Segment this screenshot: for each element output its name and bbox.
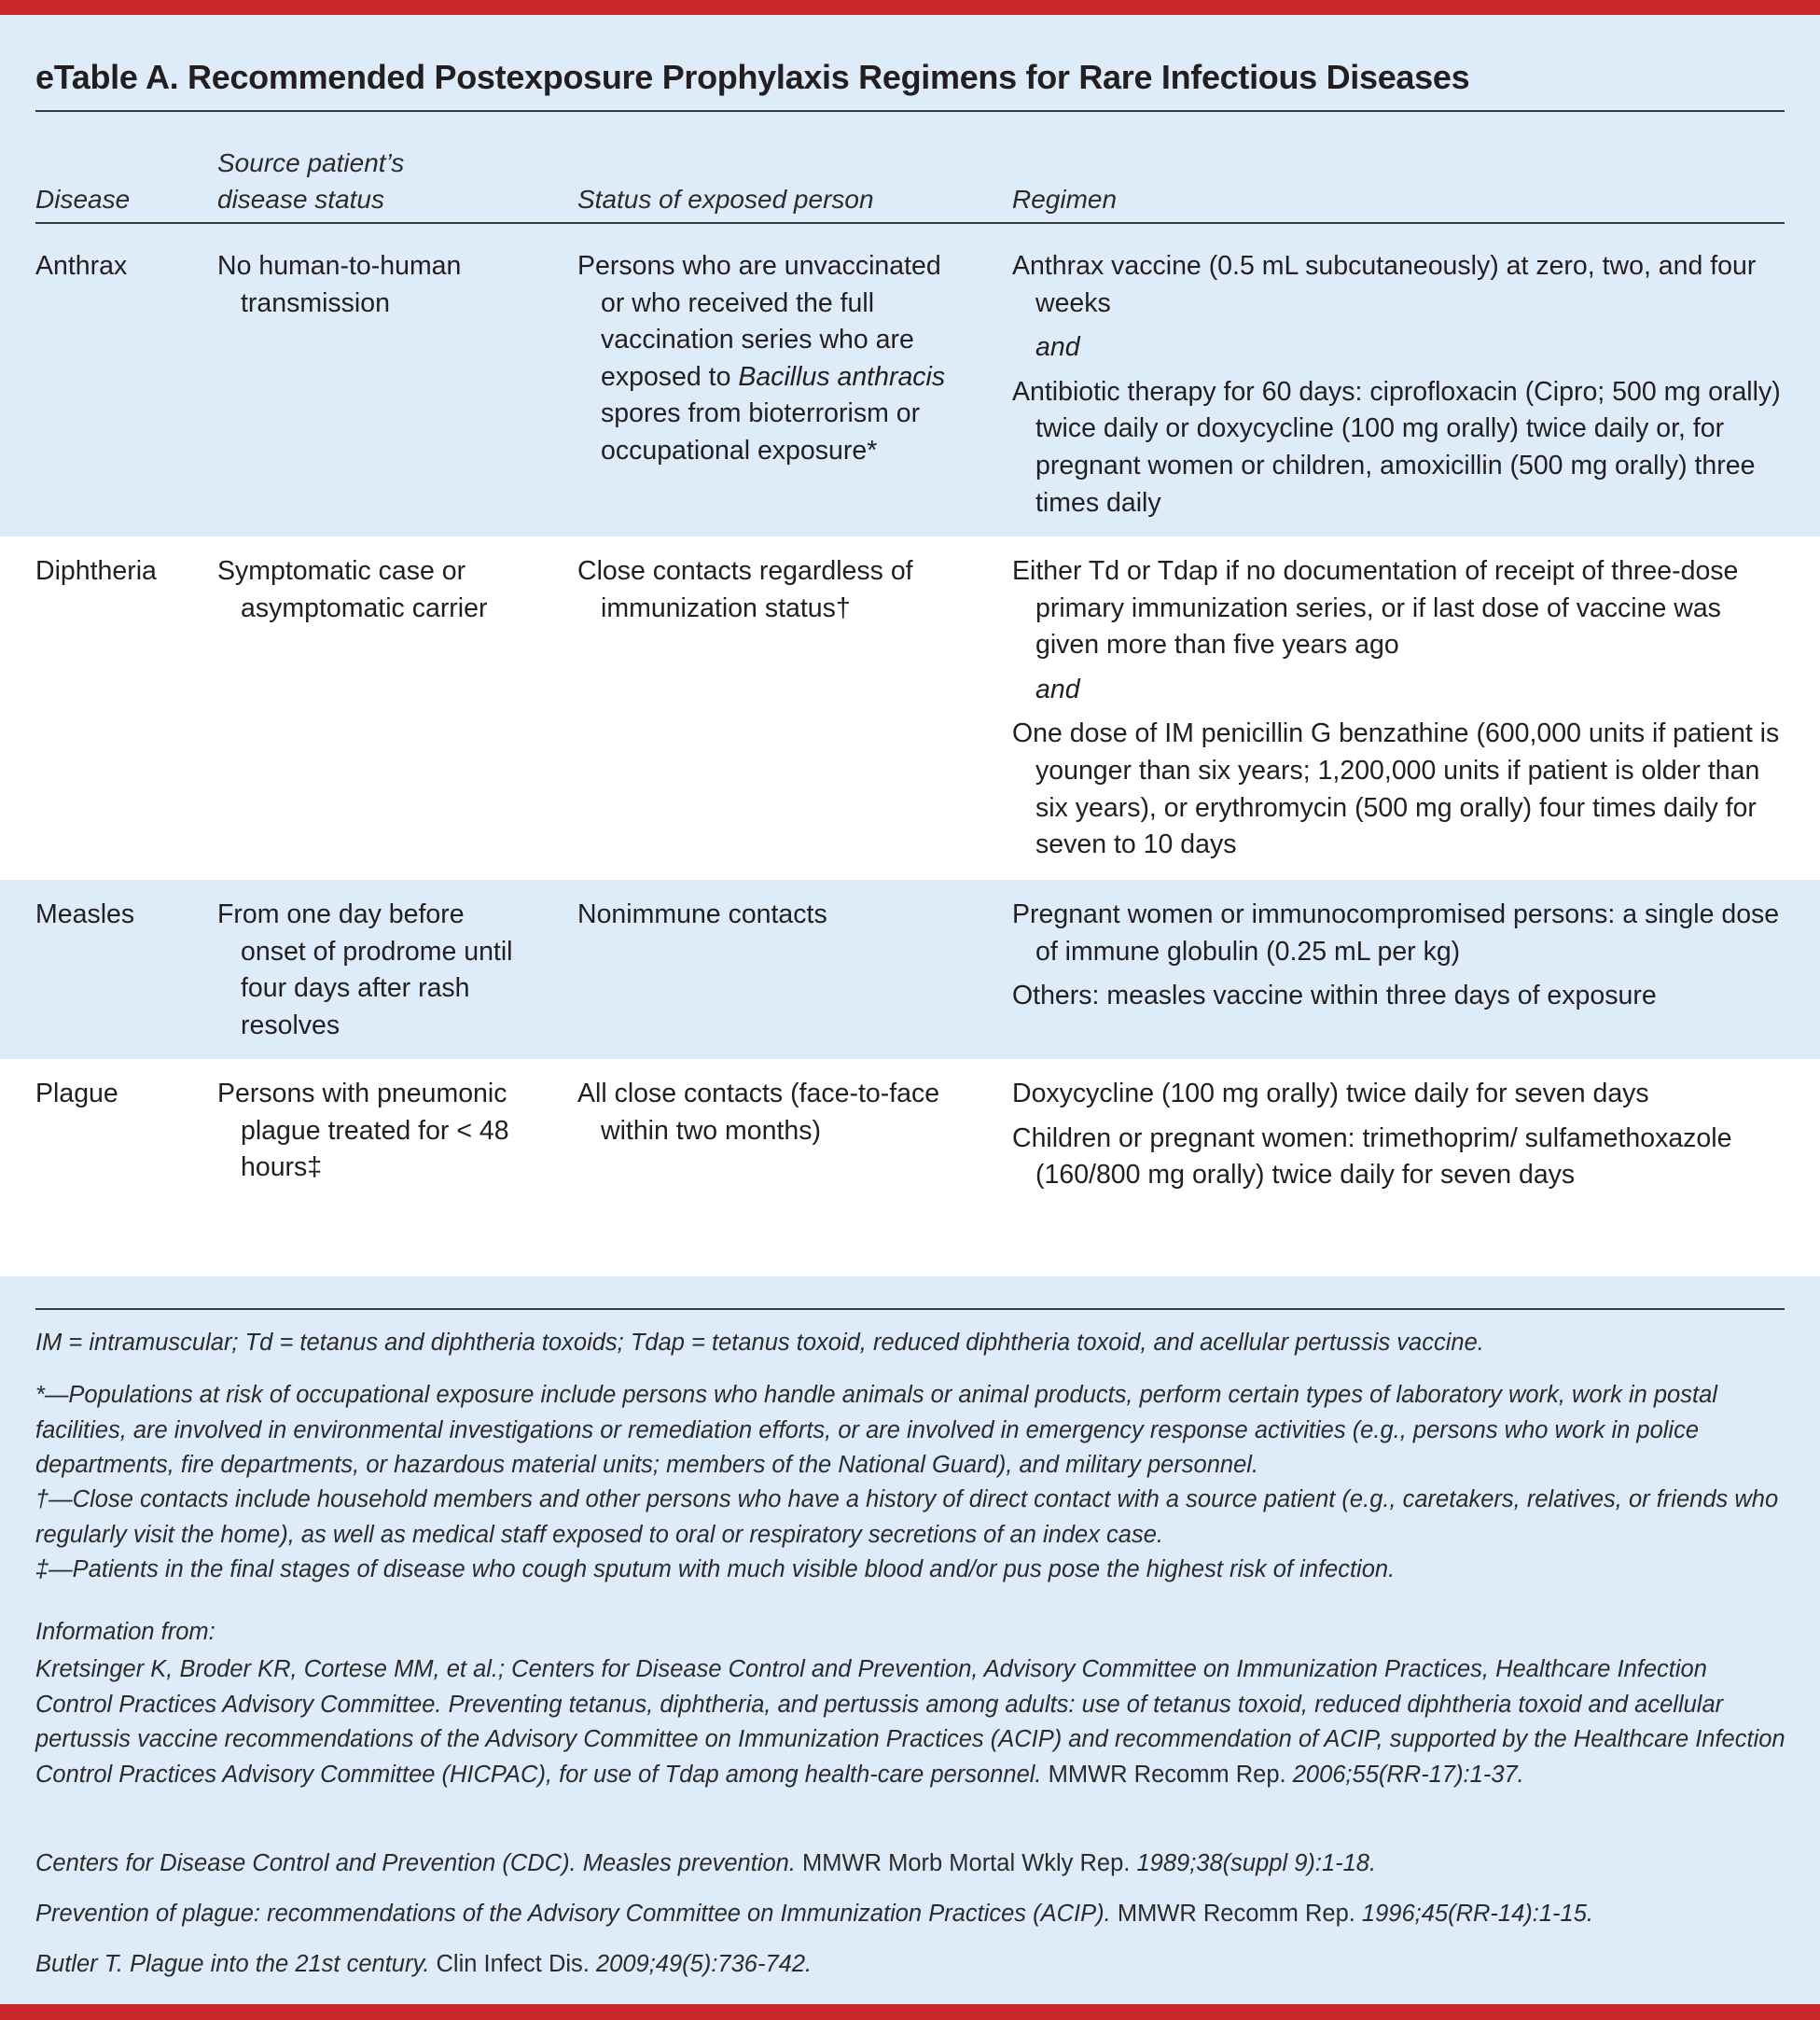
col-header-source-line2: disease status <box>217 185 384 214</box>
footnote-dagger: †—Close contacts include household members and other persons who have a history of direct contact with a source patient (e.g., caretakers, relatives, or friends who regularly visit the home), as well as medical staff exposed to oral or respiratory secretions of an index case. <box>35 1486 1779 1548</box>
ref-citation: 2006;55(RR-17):1-37. <box>1285 1761 1524 1788</box>
regimen-item: Children or pregnant women: trimethoprim/ sulfamethoxazole (160/800 mg orally) twice daily for seven days <box>1012 1122 1732 1191</box>
table-row-plague <box>0 1059 1820 1276</box>
reference-3 <box>35 1897 1789 1932</box>
cell-regimen-plague <box>1012 1076 1791 1202</box>
cell-exposed-plague <box>577 1076 969 1149</box>
source-text: Symptomatic case or asymptomatic carrier <box>217 556 488 623</box>
ref-journal: MMWR Recomm Rep. <box>1117 1901 1355 1927</box>
ref-text: Prevention of plague: recommendations of the Advisory Committee on Immunization Practices (ACIP). <box>35 1901 1118 1927</box>
exposed-text-pre: Persons who are unvaccinated or who received the full vaccination series who are exposed to <box>577 251 941 392</box>
footnote-star: *—Populations at risk of occupational exposure include persons who handle animals or animal products, perform certain types of laboratory work, work in postal facilities, are involved in environmental investigations or remediation efforts, or are involved in emergency response activities (e.g., persons who work in police departments, fire departments, or hazardous material units; members of the National Guard), and military personnel. <box>35 1382 1717 1478</box>
cell-exposed-anthrax <box>577 248 969 470</box>
exposed-text <box>577 248 969 470</box>
cell-disease-plague: Plague <box>35 1079 118 1108</box>
source-text: No human-to-human transmission <box>217 251 462 318</box>
regimen-item: Pregnant women or immunocompromised persons: a single dose of immune globulin (0.25 mL per kg) <box>1012 899 1780 967</box>
regimen-and: and <box>1035 674 1080 704</box>
regimen-item: Others: measles vaccine within three days of exposure <box>1012 981 1657 1011</box>
cell-disease-anthrax: Anthrax <box>35 251 128 281</box>
cell-source-plague <box>217 1076 535 1187</box>
reference-4 <box>35 1947 1789 1983</box>
ref-text: Centers for Disease Control and Prevention (CDC). Measles prevention. <box>35 1850 803 1876</box>
cell-disease-diphtheria: Diphtheria <box>35 556 157 586</box>
reference-2 <box>35 1846 1789 1882</box>
exposed-text-post: spores from bioterrorism or occupational exposure* <box>601 398 921 466</box>
footnote-abbreviations: IM = intramuscular; Td = tetanus and diphtheria toxoids; Tdap = tetanus toxoid, reduced diphtheria toxoid, and acellular pertussis vaccine. <box>35 1330 1484 1356</box>
table-header-block <box>0 15 1820 536</box>
cell-regimen-measles <box>1012 897 1791 1023</box>
regimen-item: Anthrax vaccine (0.5 mL subcutaneously) at zero, two, and four weeks <box>1012 251 1757 318</box>
ref-text: Butler T. Plague into the 21st century. <box>35 1951 437 1977</box>
top-accent-bar <box>0 0 1820 15</box>
exposed-text-species: Bacillus anthracis <box>738 361 946 392</box>
cell-disease-measles: Measles <box>35 899 135 929</box>
ref-journal: MMWR Recomm Rep. <box>1048 1761 1286 1788</box>
exposed-text: Close contacts regardless of immunization status† <box>577 556 913 623</box>
ref-journal: Clin Infect Dis. <box>436 1951 590 1977</box>
title-rule <box>35 110 1785 112</box>
col-header-source-status <box>217 145 404 217</box>
reference-1 <box>35 1652 1789 1792</box>
regimen-item: One dose of IM penicillin G benzathine (600,000 units if patient is younger than six years; 1,200,000 units if patient is older than six years), or erythromycin (500 mg orally) four times daily for seven to 10 days <box>1012 718 1780 860</box>
col-header-source-line1: Source patient’s <box>217 148 405 177</box>
cell-source-measles <box>217 897 535 1044</box>
info-from-label: Information from: <box>35 1619 215 1645</box>
ref-journal: MMWR Morb Mortal Wkly Rep. <box>802 1850 1131 1876</box>
header-rule <box>35 222 1785 224</box>
regimen-item: Doxycycline (100 mg orally) twice daily for seven days <box>1012 1079 1649 1108</box>
table-row-measles <box>0 880 1820 1059</box>
exposed-text: Nonimmune contacts <box>577 899 827 929</box>
ref-citation: 1989;38(suppl 9):1-18. <box>1130 1850 1377 1876</box>
table-footnotes <box>0 1276 1820 2004</box>
footer-rule <box>35 1308 1785 1310</box>
cell-exposed-measles <box>577 897 969 934</box>
cell-source-diphtheria <box>217 553 535 627</box>
cell-regimen-diphtheria <box>1012 553 1791 871</box>
source-text: From one day before onset of prodrome until four days after rash resolves <box>217 899 513 1040</box>
source-text: Persons with pneumonic plague treated for < 48 hours‡ <box>217 1079 509 1183</box>
regimen-item: Antibiotic therapy for 60 days: ciprofloxacin (Cipro; 500 mg orally) twice daily or doxycycline (100 mg orally) twice daily or, for pregnant women or children, amoxicillin (500 mg orally) three times daily <box>1012 376 1781 518</box>
table-title: eTable A. Recommended Postexposure Prophylaxis Regimens for Rare Infectious Diseases <box>35 58 1470 96</box>
footnote-double-dagger: ‡—Patients in the final stages of disease who cough sputum with much visible blood and/or pus pose the highest risk of infection. <box>35 1556 1396 1582</box>
ref-text: Kretsinger K, Broder KR, Cortese MM, et al.; Centers for Disease Control and Prevention, Advisory Committee on Immunization Practices, Healthcare Infection Control Practices Advisory Committee. Preventing tetanus, diphtheria, and pertussis among adults: use of tetanus toxoid, reduced diphtheria toxoid and acellular pertussis vaccine recommendations of the Advisory Committee on Immunization Practices (ACIP) and recommendation of ACIP, supported by the Healthcare Infection Control Practices Advisory Committee (HICPAC), for use of Tdap among health-care personnel. <box>35 1656 1785 1788</box>
ref-citation: 2009;49(5):736-742. <box>589 1951 813 1977</box>
cell-exposed-diphtheria <box>577 553 969 627</box>
col-header-disease: Disease <box>35 185 131 214</box>
col-header-exposed: Status of exposed person <box>577 185 874 214</box>
bottom-accent-bar <box>0 2004 1820 2020</box>
ref-citation: 1996;45(RR-14):1-15. <box>1355 1901 1593 1927</box>
table-row-diphtheria <box>0 536 1820 880</box>
regimen-and: and <box>1035 332 1080 363</box>
col-header-regimen: Regimen <box>1012 185 1118 214</box>
regimen-item: Either Td or Tdap if no documentation of receipt of three-dose primary immunization series, or if last dose of vaccine was given more than five years ago <box>1012 556 1739 661</box>
cell-source-anthrax <box>217 248 535 322</box>
cell-regimen-anthrax <box>1012 248 1791 529</box>
exposed-text: All close contacts (face-to-face within two months) <box>577 1079 940 1146</box>
